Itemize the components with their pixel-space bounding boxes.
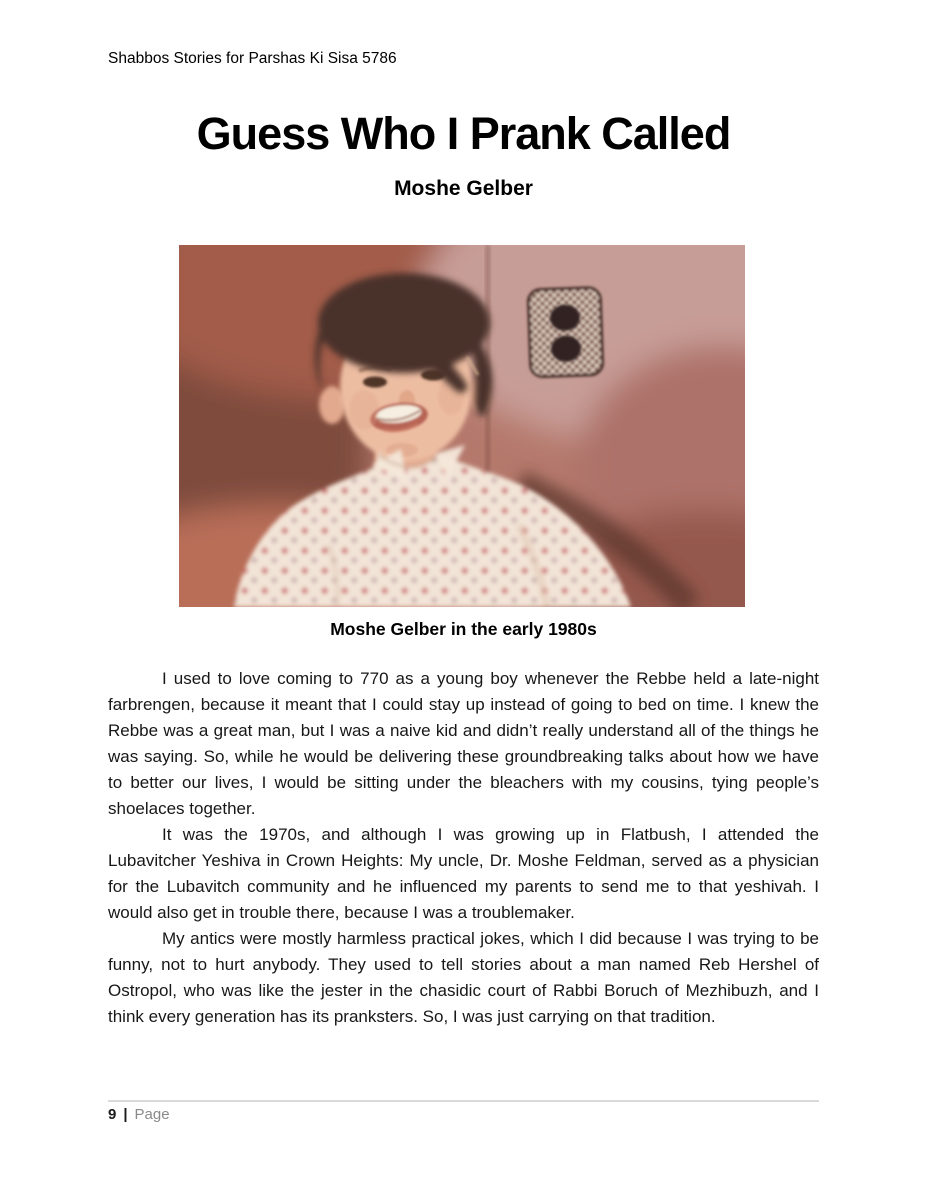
page-number: 9 xyxy=(108,1106,117,1123)
body-text xyxy=(108,666,819,1030)
photo-figure xyxy=(179,245,745,607)
author-subtitle: Moshe Gelber xyxy=(394,177,533,200)
page-title: Guess Who I Prank Called xyxy=(196,108,731,159)
photo-caption: Moshe Gelber in the early 1980s xyxy=(330,619,597,639)
document-header: Shabbos Stories for Parshas Ki Sisa 5786 xyxy=(108,50,397,67)
outlet-plate xyxy=(528,287,603,376)
footer-separator: | xyxy=(123,1106,128,1123)
paragraph: I used to love coming to 770 as a young boy whenever the Rebbe held a late-night farbrengen, because it meant that I could stay up instead of going to bed on time. I knew the Rebbe was a great man, but I was a naive kid and didn’t really understand all of the things he was saying. So, while he would be delivering these groundbreaking talks about how we have to better our lives, I would be sitting under the bleachers with my cousins, tying people’s shoelaces together. xyxy=(108,669,819,818)
paragraph: My antics were mostly harmless practical jokes, which I did because I was trying to be funny, not to hurt anybody. They used to tell stories about a man named Reb Hershel of Ostropol, who was like the jester in the chasidic court of Rabbi Boruch of Mezhibuzh, and I think every generation has its pranksters. So, I was just carrying on that tradition. xyxy=(108,929,819,1026)
footer-divider xyxy=(108,1100,819,1102)
page-footer xyxy=(108,1106,170,1123)
footer-label: Page xyxy=(134,1106,170,1123)
paragraph: It was the 1970s, and although I was growing up in Flatbush, I attended the Lubavitcher Yeshiva in Crown Heights: My uncle, Dr. Moshe Feldman, served as a physician for the Lubavitch community and he influenced my parents to send me to that yeshivah. I would also get in trouble there, because I was a troublemaker. xyxy=(108,825,819,922)
childhood-photo xyxy=(179,245,745,607)
